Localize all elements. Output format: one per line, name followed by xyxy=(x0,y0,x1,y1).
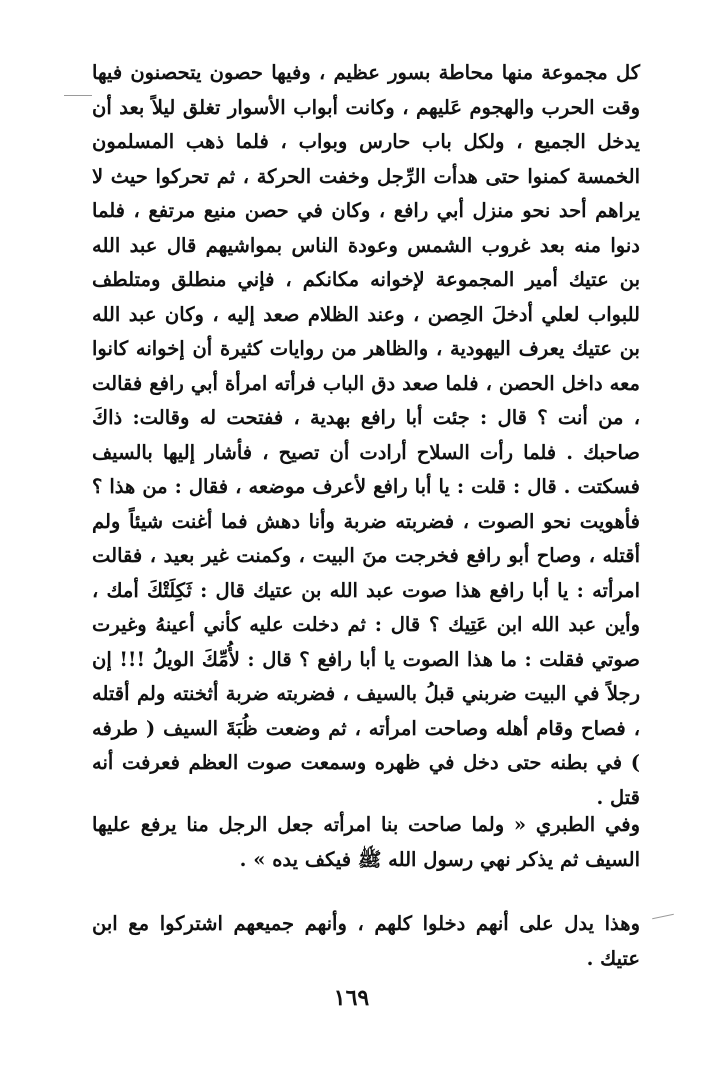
tabari-quote-paragraph xyxy=(92,808,640,877)
paragraph-text: كل مجموعة منها محاطة بسور عظيم ، وفيها حصون يتحصنون فيها وقت الحرب والهجوم عَليهم ، وكانت أبواب الأسوار تغلق ليلاً بعد أن يدخل الجميع ، ولكل باب حارس وبواب ، فلما ذهب المسلمون الخمسة كمنوا حتى هدأت الرِّجل وخفت الحركة ، ثم تحركوا حيث لا يراهم أحد نحو منزل أبي رافع ، وكان في حصن منيع مرتفع ، فلما دنوا منه بعد غروب الشمس وعودة الناس بمواشيهم قال عبد الله بن عتيك أمير المجموعة لإخوانه مكانكم ، فإني منطلق ومتلطف للبواب لعلي أدخلَ الحِصن ، وعند الظلام صعد إليه ، وكان عبد الله بن عتيك يعرف اليهودية ، والظاهر من روايات كثيرة أن إخوانه كانوا معه داخل الحصن ، فلما صعد دق الباب فرأته امرأة أبي رافع فقالت ، من أنت ؟ قال : جئت أبا رافع بهدية ، ففتحت له وقالت: ذاكَ صاحبك . فلما رأت السلاح أرادت أن تصيح ، فأشار إليها بالسيف فسكتت . قال : قلت : يا أبا رافع لأعرف موضعه ، فقال : من هذا ؟ فأهويت نحو الصوت ، فضربته ضربة وأنا دهش فما أغنت شيئاً ولم أقتله ، وصاح أبو رافع فخرجت منَ البيت ، وكمنت غير بعيد ، فقالت امرأته : يا أبا رافع هذا صوت عبد الله بن عتيك قال : ثَكِلَتْكَ أمك ، وأين عبد الله ابن عَتِيك ؟ قال : ثم دخلت عليه كأني أعينهُ وغيرت صوتي فقلت : ما هذا الصوت يا أبا رافع ؟ قال : لأُمِّكَ الويلُ !!! إن رجلاً في البيت ضربني قبلُ بالسيف ، فضربته ضربة أثخنته ولم أقتله ، فصاح وقام أهله وصاحت امرأته ، ثم وضعت ظُبَةَ السيف ( طرفه ) في بطنه حتى دخل في ظهره وسمعت صوت العظم فعرفت أنه قتل . xyxy=(92,61,640,809)
paragraph-text: وهذا يدل على أنهم دخلوا كلهم ، وأنهم جميعهم اشتركوا مع ابن عتيك . xyxy=(92,912,640,970)
paragraph-text: وفي الطبري « ولما صاحت بنا امرأته جعل الرجل منا يرفع عليها السيف ثم يذكر نهي رسول الله ﷺ فيكف يده » . xyxy=(92,813,640,871)
note-paragraph xyxy=(92,907,640,976)
page-number: ١٦٩ xyxy=(333,985,370,1011)
margin-mark xyxy=(64,95,92,96)
margin-mark xyxy=(652,914,674,920)
main-paragraph xyxy=(92,56,640,815)
